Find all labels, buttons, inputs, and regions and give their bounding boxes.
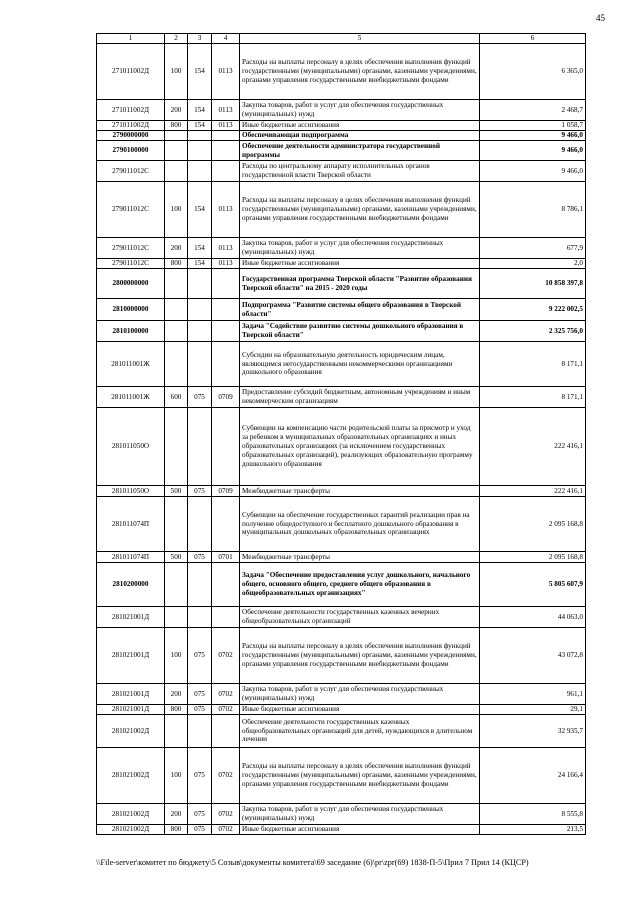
table-row	[97, 705, 586, 715]
table-row	[97, 141, 586, 161]
administrator-code-cell: 075	[188, 748, 212, 804]
administrator-code-cell: 075	[188, 684, 212, 705]
amount-cell: 9 466,0	[480, 141, 586, 161]
classification-code-cell: 2810200000	[97, 563, 165, 607]
table-row	[97, 497, 586, 552]
column-header: 2	[165, 34, 188, 44]
column-header: 5	[240, 34, 480, 44]
amount-cell: 6 365,0	[480, 44, 586, 100]
amount-cell: 2 095 168,8	[480, 497, 586, 552]
administrator-code-cell: 075	[188, 387, 212, 408]
administrator-code-cell	[188, 269, 212, 299]
table-row	[97, 342, 586, 387]
administrator-code-cell	[188, 607, 212, 628]
expense-type-cell: 500	[165, 486, 188, 497]
table-body	[97, 44, 586, 835]
description-cell: Задача "Обеспечение предоставления услуг дошкольного, начального общего, основного общего, среднего общего образования в общеобразовательных организациях"	[240, 563, 480, 607]
classification-code-cell: 281011050О	[97, 486, 165, 497]
expense-type-cell	[165, 161, 188, 182]
expense-type-cell	[165, 299, 188, 321]
administrator-code-cell: 154	[188, 44, 212, 100]
classification-code-cell: 279011012С	[97, 182, 165, 238]
amount-cell: 44 063,0	[480, 607, 586, 628]
description-cell: Закупка товаров, работ и услуг для обеспечения государственных (муниципальных) нужд	[240, 684, 480, 705]
amount-cell: 2 325 756,0	[480, 321, 586, 342]
amount-cell: 8 171,1	[480, 342, 586, 387]
table-row	[97, 131, 586, 141]
administrator-code-cell	[188, 408, 212, 486]
description-cell: Обеспечение деятельности администратора государственной программы	[240, 141, 480, 161]
classification-code-cell: 2790000000	[97, 131, 165, 141]
classification-code-cell: 2800000000	[97, 269, 165, 299]
classification-code-cell: 281011050О	[97, 408, 165, 486]
amount-cell: 29,1	[480, 705, 586, 715]
table-row	[97, 748, 586, 804]
expense-type-cell	[165, 497, 188, 552]
table-row	[97, 321, 586, 342]
expense-type-cell	[165, 321, 188, 342]
section-code-cell	[212, 269, 240, 299]
section-code-cell: 0702	[212, 748, 240, 804]
expense-type-cell: 500	[165, 552, 188, 563]
table-row	[97, 804, 586, 825]
expense-type-cell: 100	[165, 44, 188, 100]
expense-type-cell	[165, 607, 188, 628]
administrator-code-cell: 154	[188, 182, 212, 238]
table-row	[97, 121, 586, 131]
section-code-cell: 0702	[212, 684, 240, 705]
classification-code-cell: 2810000000	[97, 299, 165, 321]
amount-cell: 8 786,1	[480, 182, 586, 238]
classification-code-cell: 279011012С	[97, 161, 165, 182]
section-code-cell	[212, 715, 240, 748]
expense-type-cell	[165, 141, 188, 161]
administrator-code-cell	[188, 563, 212, 607]
description-cell: Государственная программа Тверской области "Развитие образования Тверской области" на 2015 - 2020 годы	[240, 269, 480, 299]
table-row	[97, 269, 586, 299]
section-code-cell: 0113	[212, 259, 240, 269]
section-code-cell	[212, 299, 240, 321]
administrator-code-cell: 075	[188, 628, 212, 684]
section-code-cell	[212, 342, 240, 387]
section-code-cell	[212, 131, 240, 141]
administrator-code-cell: 075	[188, 486, 212, 497]
description-cell: Расходы по центральному аппарату исполнительных органов государственной власти Тверской области	[240, 161, 480, 182]
description-cell: Подпрограмма "Развитие системы общего образования в Тверской области"	[240, 299, 480, 321]
expense-type-cell: 800	[165, 121, 188, 131]
classification-code-cell: 281011074П	[97, 552, 165, 563]
amount-cell: 2 095 168,8	[480, 552, 586, 563]
description-cell: Расходы на выплаты персоналу в целях обеспечения выполнения функций государственными (муниципальными) органами, казенными учреждениями, органами управления государственными внебюджетными фондами	[240, 182, 480, 238]
section-code-cell: 0113	[212, 238, 240, 259]
administrator-code-cell: 154	[188, 100, 212, 121]
administrator-code-cell	[188, 131, 212, 141]
amount-cell: 32 935,7	[480, 715, 586, 748]
classification-code-cell: 281021002Д	[97, 804, 165, 825]
section-code-cell: 0113	[212, 100, 240, 121]
section-code-cell	[212, 321, 240, 342]
table-row	[97, 44, 586, 100]
amount-cell: 10 858 397,8	[480, 269, 586, 299]
administrator-code-cell: 154	[188, 238, 212, 259]
amount-cell: 2 468,7	[480, 100, 586, 121]
column-header: 4	[212, 34, 240, 44]
administrator-code-cell: 154	[188, 121, 212, 131]
amount-cell: 9 222 002,5	[480, 299, 586, 321]
section-code-cell: 0701	[212, 552, 240, 563]
table-row	[97, 715, 586, 748]
description-cell: Расходы на выплаты персоналу в целях обеспечения выполнения функций государственными (муниципальными) органами, казенными учреждениями, органами управления государственными внебюджетными фондами	[240, 44, 480, 100]
classification-code-cell: 281021002Д	[97, 825, 165, 835]
table-row	[97, 259, 586, 269]
classification-code-cell: 279011012С	[97, 259, 165, 269]
section-code-cell: 0702	[212, 804, 240, 825]
description-cell: Субвенции на компенсацию части родительской платы за присмотр и уход за ребенком в муниципальных образовательных организациях и иных образовательных организациях (за исключением государственных образовательных организаций), реализующих образовательную программу дошкольного образования	[240, 408, 480, 486]
budget-table	[96, 33, 586, 835]
expense-type-cell: 100	[165, 182, 188, 238]
description-cell: Субвенции на обеспечение государственных гарантий реализации прав на получение общедоступного и бесплатного дошкольного образования в муниципальных дошкольных образовательных организациях	[240, 497, 480, 552]
expense-type-cell: 600	[165, 387, 188, 408]
classification-code-cell: 271011002Д	[97, 44, 165, 100]
amount-cell: 8 555,8	[480, 804, 586, 825]
section-code-cell: 0702	[212, 825, 240, 835]
classification-code-cell: 281021001Д	[97, 684, 165, 705]
administrator-code-cell	[188, 321, 212, 342]
section-code-cell: 0702	[212, 628, 240, 684]
table-row	[97, 552, 586, 563]
administrator-code-cell	[188, 141, 212, 161]
description-cell: Иные бюджетные ассигнования	[240, 259, 480, 269]
classification-code-cell: 271011002Д	[97, 100, 165, 121]
description-cell: Обеспечение деятельности государственных казенных вечерних общеобразовательных организаций	[240, 607, 480, 628]
table-row	[97, 182, 586, 238]
classification-code-cell: 281021001Д	[97, 705, 165, 715]
administrator-code-cell: 075	[188, 552, 212, 563]
expense-type-cell	[165, 269, 188, 299]
table-row	[97, 825, 586, 835]
amount-cell: 677,9	[480, 238, 586, 259]
table-row	[97, 408, 586, 486]
classification-code-cell: 281011001Ж	[97, 342, 165, 387]
administrator-code-cell: 075	[188, 804, 212, 825]
administrator-code-cell: 075	[188, 825, 212, 835]
table-row	[97, 486, 586, 497]
classification-code-cell: 281011001Ж	[97, 387, 165, 408]
classification-code-cell: 281011074П	[97, 497, 165, 552]
column-header: 6	[480, 34, 586, 44]
section-code-cell: 0702	[212, 705, 240, 715]
column-header: 3	[188, 34, 212, 44]
section-code-cell: 0709	[212, 387, 240, 408]
expense-type-cell: 100	[165, 628, 188, 684]
administrator-code-cell: 075	[188, 705, 212, 715]
file-path-footer: \\File-server\комитет по бюджету\5 Созыв\документы комитета\69 заседание (6)\pr\zpr(69) 1838-П-5\Прил 7 Прил 14 (КЦСР)	[96, 858, 529, 867]
table-row	[97, 607, 586, 628]
description-cell: Межбюджетные трансферты	[240, 552, 480, 563]
expense-type-cell: 200	[165, 238, 188, 259]
amount-cell: 8 171,1	[480, 387, 586, 408]
description-cell: Межбюджетные трансферты	[240, 486, 480, 497]
table-row	[97, 161, 586, 182]
administrator-code-cell	[188, 161, 212, 182]
administrator-code-cell	[188, 299, 212, 321]
description-cell: Задача "Содействие развитию системы дошкольного образования в Тверской области"	[240, 321, 480, 342]
section-code-cell: 0113	[212, 121, 240, 131]
amount-cell: 213,5	[480, 825, 586, 835]
amount-cell: 9 466,0	[480, 131, 586, 141]
table-row	[97, 299, 586, 321]
amount-cell: 1 058,7	[480, 121, 586, 131]
administrator-code-cell	[188, 342, 212, 387]
description-cell: Расходы на выплаты персоналу в целях обеспечения выполнения функций государственными (муниципальными) органами, казенными учреждениями, органами управления государственными внебюджетными фондами	[240, 628, 480, 684]
description-cell: Иные бюджетные ассигнования	[240, 705, 480, 715]
section-code-cell	[212, 161, 240, 182]
section-code-cell: 0113	[212, 182, 240, 238]
amount-cell: 24 166,4	[480, 748, 586, 804]
expense-type-cell	[165, 408, 188, 486]
section-code-cell	[212, 607, 240, 628]
description-cell: Расходы на выплаты персоналу в целях обеспечения выполнения функций государственными (муниципальными) органами, казенными учреждениями, органами управления государственными внебюджетными фондами	[240, 748, 480, 804]
expense-type-cell: 800	[165, 825, 188, 835]
table-row	[97, 238, 586, 259]
expense-type-cell	[165, 715, 188, 748]
classification-code-cell: 281021002Д	[97, 748, 165, 804]
classification-code-cell: 2790100000	[97, 141, 165, 161]
description-cell: Предоставление субсидий бюджетным, автономным учреждениям и иным некоммерческим организациям	[240, 387, 480, 408]
section-code-cell	[212, 563, 240, 607]
expense-type-cell: 200	[165, 804, 188, 825]
description-cell: Закупка товаров, работ и услуг для обеспечения государственных (муниципальных) нужд	[240, 804, 480, 825]
section-code-cell	[212, 408, 240, 486]
page-number: 45	[596, 13, 605, 23]
amount-cell: 222 416,1	[480, 408, 586, 486]
expense-type-cell	[165, 342, 188, 387]
administrator-code-cell	[188, 715, 212, 748]
classification-code-cell: 281021002Д	[97, 715, 165, 748]
table-row	[97, 563, 586, 607]
description-cell: Иные бюджетные ассигнования	[240, 825, 480, 835]
classification-code-cell: 281021001Д	[97, 628, 165, 684]
description-cell: Закупка товаров, работ и услуг для обеспечения государственных (муниципальных) нужд	[240, 238, 480, 259]
expense-type-cell: 200	[165, 684, 188, 705]
amount-cell: 222 416,1	[480, 486, 586, 497]
administrator-code-cell: 154	[188, 259, 212, 269]
expense-type-cell	[165, 131, 188, 141]
classification-code-cell: 271011002Д	[97, 121, 165, 131]
classification-code-cell: 281021001Д	[97, 607, 165, 628]
amount-cell: 5 805 607,9	[480, 563, 586, 607]
classification-code-cell: 279011012С	[97, 238, 165, 259]
amount-cell: 9 466,0	[480, 161, 586, 182]
table-row	[97, 387, 586, 408]
description-cell: Обеспечение деятельности государственных казенных общеобразовательных организаций для детей, нуждающихся в длительном лечении	[240, 715, 480, 748]
section-code-cell	[212, 141, 240, 161]
table-header-row	[97, 34, 586, 44]
expense-type-cell: 800	[165, 259, 188, 269]
amount-cell: 961,1	[480, 684, 586, 705]
expense-type-cell: 200	[165, 100, 188, 121]
expense-type-cell	[165, 563, 188, 607]
description-cell: Закупка товаров, работ и услуг для обеспечения государственных (муниципальных) нужд	[240, 100, 480, 121]
column-header: 1	[97, 34, 165, 44]
classification-code-cell: 2810100000	[97, 321, 165, 342]
amount-cell: 2,0	[480, 259, 586, 269]
table-row	[97, 628, 586, 684]
table-row	[97, 100, 586, 121]
section-code-cell	[212, 497, 240, 552]
administrator-code-cell	[188, 497, 212, 552]
description-cell: Обеспечивающая подпрограмма	[240, 131, 480, 141]
description-cell: Иные бюджетные ассигнования	[240, 121, 480, 131]
expense-type-cell: 100	[165, 748, 188, 804]
expense-type-cell: 800	[165, 705, 188, 715]
description-cell: Субсидии на образовательную деятельность юридическим лицам, являющимся негосударственными некоммерческими организациями дошкольного образования	[240, 342, 480, 387]
table-row	[97, 684, 586, 705]
section-code-cell: 0113	[212, 44, 240, 100]
section-code-cell: 0709	[212, 486, 240, 497]
amount-cell: 43 072,8	[480, 628, 586, 684]
